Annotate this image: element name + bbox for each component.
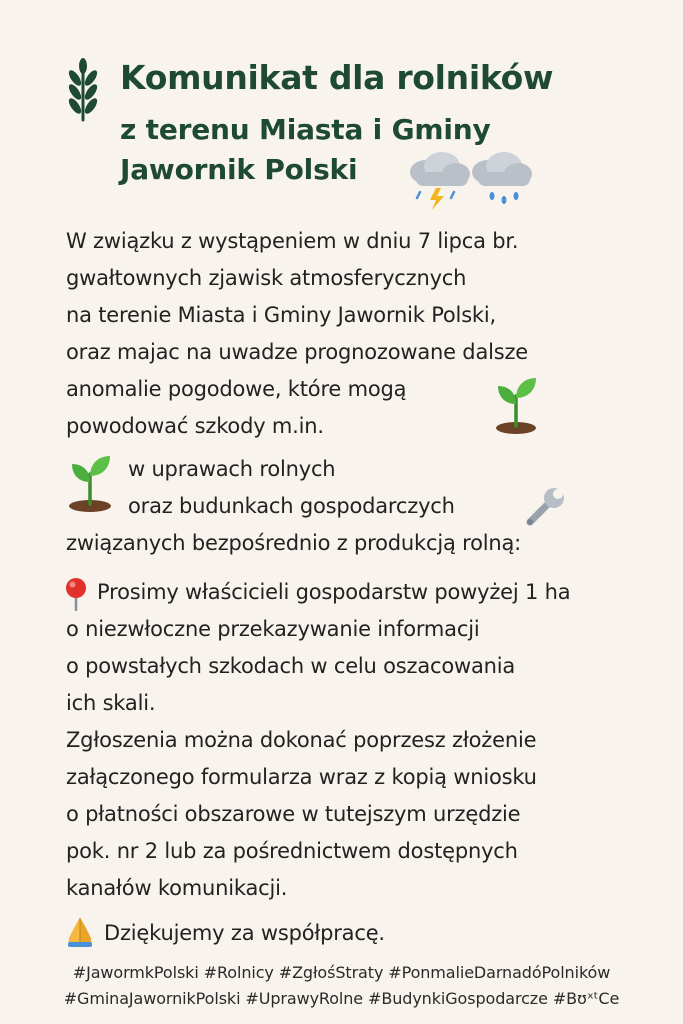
hashtags xyxy=(0,960,683,1012)
intro-line: anomalie pogodowe, które mogą xyxy=(66,377,407,401)
damage-line: w uprawach rolnych xyxy=(128,457,336,481)
intro-line: W związku z wystąpeniem w dniu 7 lipca br. xyxy=(66,229,519,253)
damage-summary xyxy=(66,525,521,562)
intro-line: gwałtownych zjawisk atmosferycznych xyxy=(66,266,467,290)
wheat-icon xyxy=(66,58,100,122)
wrench-icon xyxy=(522,486,568,528)
hashtag-line: #GminaJawornikPolski #UprawyRolne #BudynkiGospodarcze #BʊˣᵗCe xyxy=(63,989,620,1008)
weather-icons xyxy=(406,150,536,210)
damage-line: oraz budunkach gospodarczych xyxy=(128,494,455,518)
subtitle-line: z terenu Miasta i Gminy xyxy=(120,113,491,146)
damage-line: związanych bezpośrednio z produkcją rolną: xyxy=(66,531,522,555)
request-line: o powstałych szkodach w celu oszacowania xyxy=(66,654,516,678)
submission-line: kanałów komunikacji. xyxy=(66,876,288,900)
request-line: Prosimy właścicieli gospodarstw powyżej 1 ha xyxy=(97,580,571,604)
thanks-text: Dziękujemy za współpracę. xyxy=(104,921,385,945)
request-paragraph xyxy=(66,574,570,907)
thunder-cloud-icon xyxy=(410,152,470,210)
intro-paragraph xyxy=(66,223,528,445)
submission-line: o płatności obszarowe w tutejszym urzędzie xyxy=(66,802,521,826)
submission-line: pok. nr 2 lub za pośrednictwem dostępnych xyxy=(66,839,518,863)
subtitle-line: Jawornik Polski xyxy=(120,153,358,186)
hashtag-line: #JawormkPolski #Rolnicy #ZgłośStraty #PonmalieDarnadóPolników xyxy=(72,963,611,982)
request-line: ich skali. xyxy=(66,691,156,715)
damage-list xyxy=(128,451,455,525)
page-title: Komunikat dla rolników xyxy=(120,58,554,97)
intro-line: na terenie Miasta i Gminy Jawornik Polski, xyxy=(66,303,497,327)
intro-line: powodować szkody m.in. xyxy=(66,414,324,438)
intro-line: oraz majac na uwadze prognozowane dalsze xyxy=(66,340,529,364)
folded-hands-icon xyxy=(64,914,96,948)
seedling-icon xyxy=(492,374,540,434)
submission-line: załączonego formularza wraz z kopią wniosku xyxy=(66,765,537,789)
seedling-icon xyxy=(66,452,114,512)
rain-cloud-icon xyxy=(472,152,532,204)
request-line: o niezwłoczne przekazywanie informacji xyxy=(66,617,480,641)
submission-line: Zgłoszenia można dokonać poprzesz złożenie xyxy=(66,728,537,752)
